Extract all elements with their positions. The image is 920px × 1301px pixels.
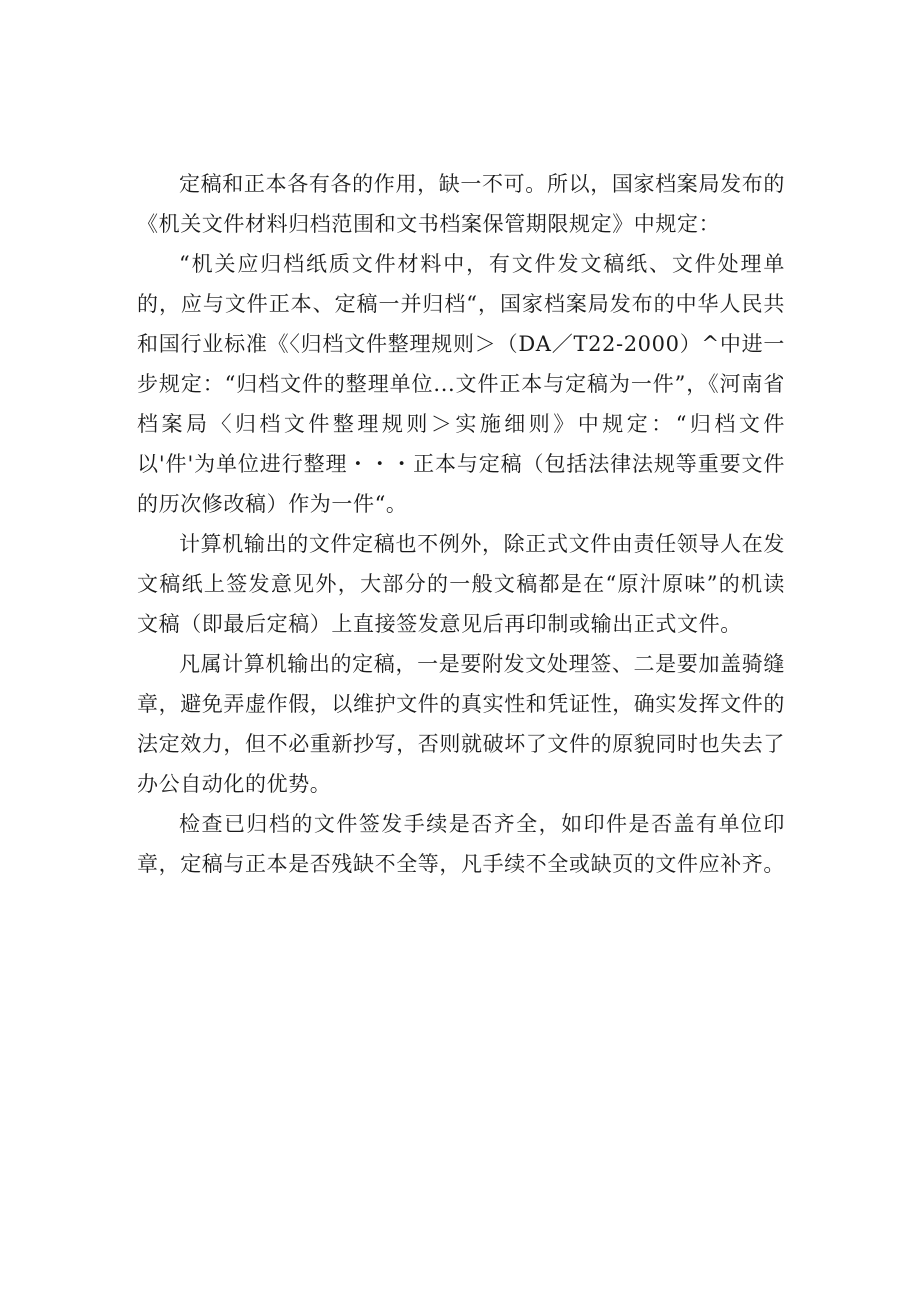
paragraph-3: 计算机输出的文件定稿也不例外，除正式文件由责任领导人在发文稿纸上签发意见外，大部分的一般文稿都是在“原汁原味”的机读文稿（即最后定稿）上直接签发意见后再印制或输出正式文件。 bbox=[137, 532, 785, 636]
paragraph-5: 检查已归档的文件签发手续是否齐全，如印件是否盖有单位印章，定稿与正本是否残缺不全等，凡手续不全或缺页的文件应补齐。 bbox=[137, 812, 785, 876]
paragraph-1: 定稿和正本各有各的作用，缺一不可。所以，国家档案局发布的《机关文件材料归档范围和文书档案保管期限规定》中规定： bbox=[137, 172, 785, 236]
paragraph-4: 凡属计算机输出的定稿，一是要附发文处理签、二是要加盖骑缝章，避免弄虚作假，以维护文件的真实性和凭证性，确实发挥文件的法定效力，但不必重新抄写，否则就破坏了文件的原貌同时也失去了办公自动化的优势。 bbox=[137, 652, 785, 796]
document-body bbox=[137, 164, 785, 884]
paragraph-2: “机关应归档纸质文件材料中，有文件发文稿纸、文件处理单的，应与文件正本、定稿一并归档“，国家档案局发布的中华人民共和国行业标准《〈归档文件整理规则＞（DA／T22-2000）^中进一步规定：“归档文件的整理单位...文件正本与定稿为一件”，《河南省档案局〈归档文件整理规则＞实施细则》中规定：“归档文件以'件'为单位进行整理・・・正本与定稿（包括法律法规等重要文件的历次修改稿）作为一件“。 bbox=[137, 252, 785, 516]
